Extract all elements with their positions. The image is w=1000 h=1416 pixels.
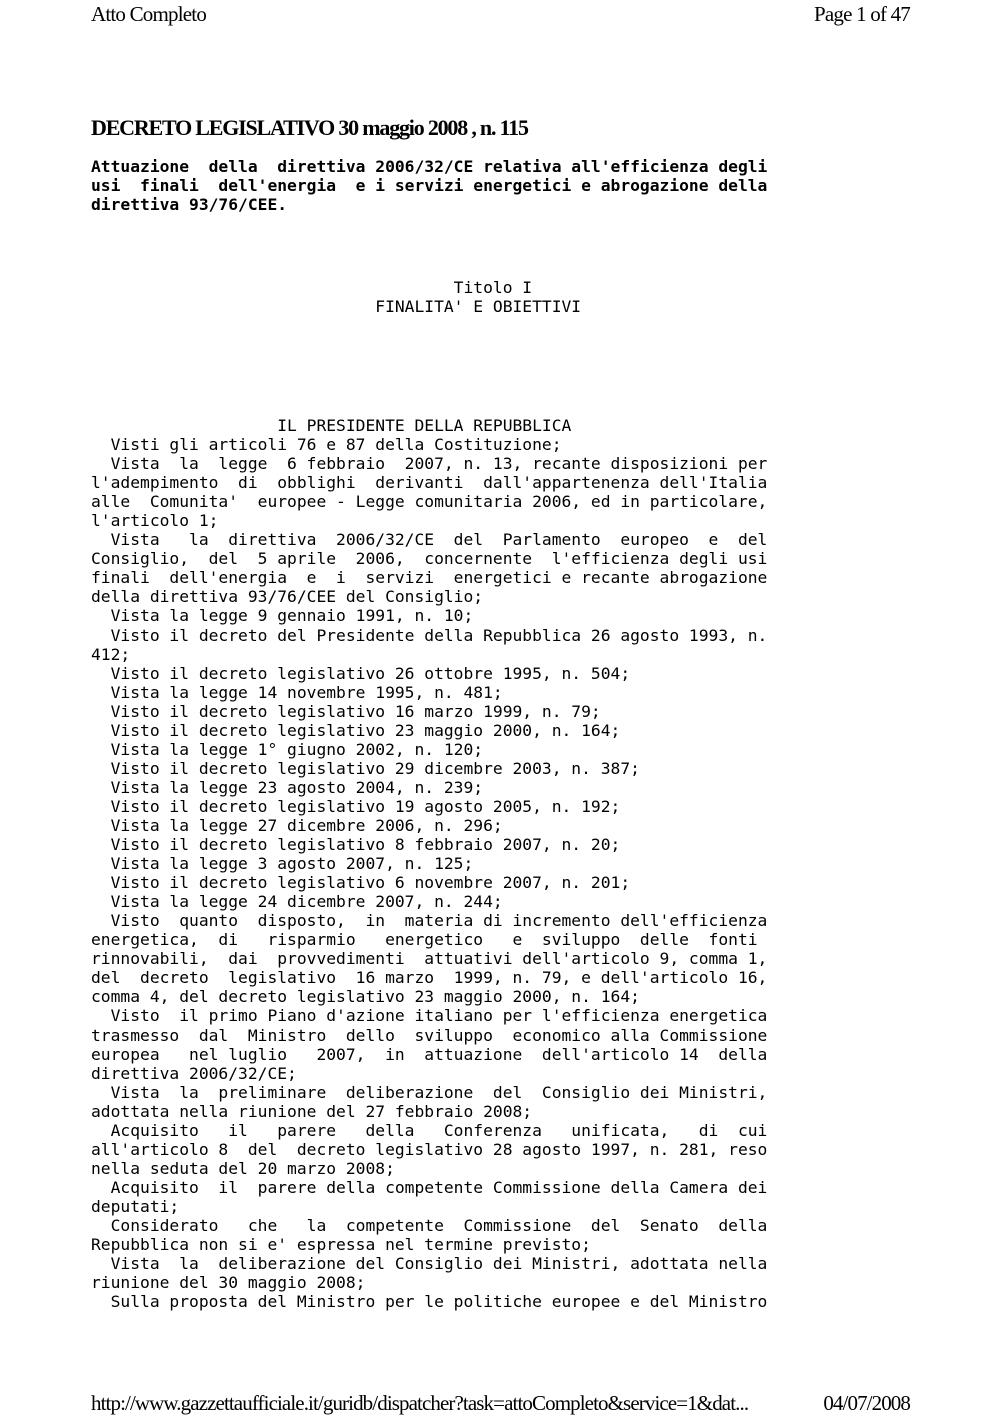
decree-title: DECRETO LEGISLATIVO 30 maggio 2008 , n. 115 bbox=[91, 115, 528, 140]
footer-url: http://www.gazzettaufficiale.it/guridb/dispatcher?task=attoCompleto&service=1&dat... bbox=[91, 1391, 749, 1415]
page-header-title: Atto Completo bbox=[91, 2, 207, 26]
footer-date: 04/07/2008 bbox=[823, 1391, 910, 1415]
page-number: Page 1 of 47 bbox=[814, 2, 910, 26]
decree-body-text: IL PRESIDENTE DELLA REPUBBLICA Visti gli articoli 76 e 87 della Costituzione; Vista la legge 6 febbraio 2007, n. 13, recante disposizioni per l'adempimento di obblighi derivanti dall'appartenenza dell'Italia alle Comunita' europee - Legge comunitaria 2006, ed in particolare, l'articolo 1; Vista la direttiva 2006/32/CE del Parlamento europeo e del Consiglio, del 5 aprile 2006, concernente l'efficienza degli usi finali dell'energia e i servizi energetici e recante abrogazione della direttiva 93/76/CEE del Consiglio; Vista la legge 9 gennaio 1991, n. 10; Visto il decreto del Presidente della Repubblica 26 agosto 1993, n. 412; Visto il decreto legislativo 26 ottobre 1995, n. 504; Vista la legge 14 novembre 1995, n. 481; Visto il decreto legislativo 16 marzo 1999, n. 79; Visto il decreto legislativo 23 maggio 2000, n. 164; Vista la legge 1° giugno 2002, n. 120; Visto il decreto legislativo 29 dicembre 2003, n. 387; Vista la legge 23 agosto 2004, n. 239; Visto il decreto legislativo 19 agosto 2005, n. 192; Vista la legge 27 dicembre 2006, n. 296; Visto il decreto legislativo 8 febbraio 2007, n. 20; Vista la legge 3 agosto 2007, n. 125; Visto il decreto legislativo 6 novembre 2007, n. 201; Vista la legge 24 dicembre 2007, n. 244; Visto quanto disposto, in materia di incremento dell'efficienza energetica, di risparmio energetico e sviluppo delle fonti rinnovabili, dai provvedimenti attuativi dell'articolo 9, comma 1, del decreto legislativo 16 marzo 1999, n. 79, e dell'articolo 16, comma 4, del decreto legislativo 23 maggio 2000, n. 164; Visto il primo Piano d'azione italiano per l'efficienza energetica trasmesso dal Ministro dello sviluppo economico alla Commissione europea nel luglio 2007, in attuazione dell'articolo 14 della direttiva 2006/32/CE; Vista la preliminare deliberazione del Consiglio dei Ministri, adottata nella riunione del 27 febbraio 2008; Acquisito il parere della Conferenza unificata, di cui all'articolo 8 del decreto legislativo 28 agosto 1997, n. 281, reso nella seduta del 20 marzo 2008; Acquisito il parere della competente Commissione della Camera dei deputati; Considerato che la competente Commissione del Senato della Repubblica non si e' espressa nel termine previsto; Vista la deliberazione del Consiglio dei Ministri, adottata nella riunione del 30 maggio 2008; Sulla proposta del Ministro per le politiche europee e del Ministro bbox=[91, 416, 768, 1312]
section-heading: Titolo I FINALITA' E OBIETTIVI bbox=[375, 278, 582, 316]
decree-subtitle: Attuazione della direttiva 2006/32/CE relativa all'efficienza degli usi finali dell'energia e i servizi energetici e abrogazione della direttiva 93/76/CEE. bbox=[91, 157, 768, 214]
